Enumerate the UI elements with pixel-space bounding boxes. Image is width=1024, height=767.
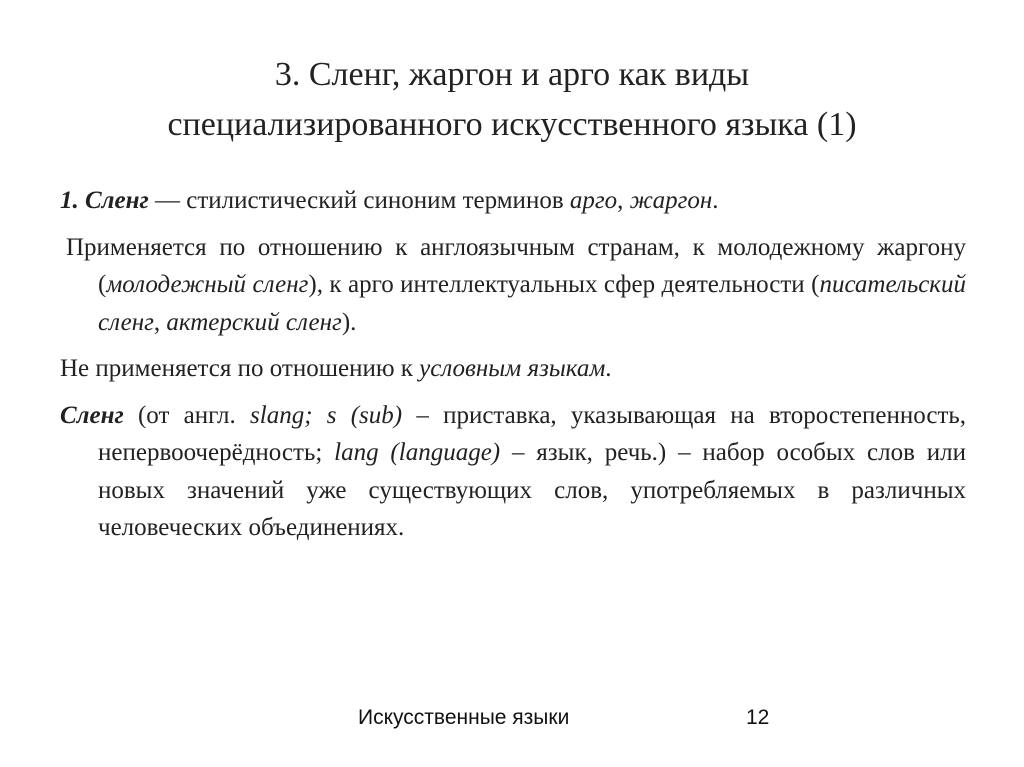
paragraph-text: , (153, 308, 167, 336)
paragraph-text: – приставка, указывающая на второстепенность, непервоочерёдность; (98, 401, 967, 466)
footer-presentation-title: Искусственные языки (358, 706, 570, 729)
slide-title (60, 50, 964, 150)
italic-lang-origin: lang (language) (334, 439, 501, 466)
paragraph-etymology (60, 397, 966, 547)
paragraph-usage (60, 229, 966, 342)
slide-body (60, 182, 966, 556)
paragraph-text: , (617, 187, 630, 214)
italic-slang-origin: slang; s (sub) (250, 401, 403, 429)
term-slang-numbered: 1. Сленг (60, 187, 149, 214)
footer-page-number: 12 (746, 706, 770, 729)
paragraph-text: . (605, 355, 612, 382)
italic-term-jargon: жаргон (629, 187, 713, 214)
paragraph-text: — стилистический синоним терминов (148, 187, 570, 214)
paragraph-slang-definition (60, 182, 966, 220)
italic-term-argo: арго (569, 187, 618, 214)
italic-conventional-languages: условным языкам (419, 355, 606, 382)
italic-writer-slang: писательский сленг (98, 271, 966, 336)
paragraph-text: Не применяется по отношению к (60, 355, 420, 382)
paragraph-text: Применяется по отношению к англоязычным странам, к молодежному жаргону ( (66, 233, 966, 298)
paragraph-text: . (712, 187, 719, 214)
paragraph-text: ), к арго интеллектуальных сфер деятельности ( (308, 271, 820, 298)
paragraph-non-usage (60, 350, 966, 388)
slide-title-line-1: 3. Сленг, жаргон и арго как виды (274, 56, 750, 93)
italic-actor-slang: актерский сленг (166, 308, 342, 336)
paragraph-text: – язык, речь.) – набор особых слов или новых значений уже существующих слов, употребляемых в различных человеческих объединениях. (98, 439, 966, 541)
term-slang: Сленг (60, 401, 124, 429)
paragraph-text: ). (341, 308, 357, 336)
paragraph-text: (от англ. (123, 401, 251, 429)
slide-title-line-2: специализированного искусственного языка (1) (167, 106, 857, 143)
italic-youth-slang: молодежный сленг (106, 271, 309, 298)
